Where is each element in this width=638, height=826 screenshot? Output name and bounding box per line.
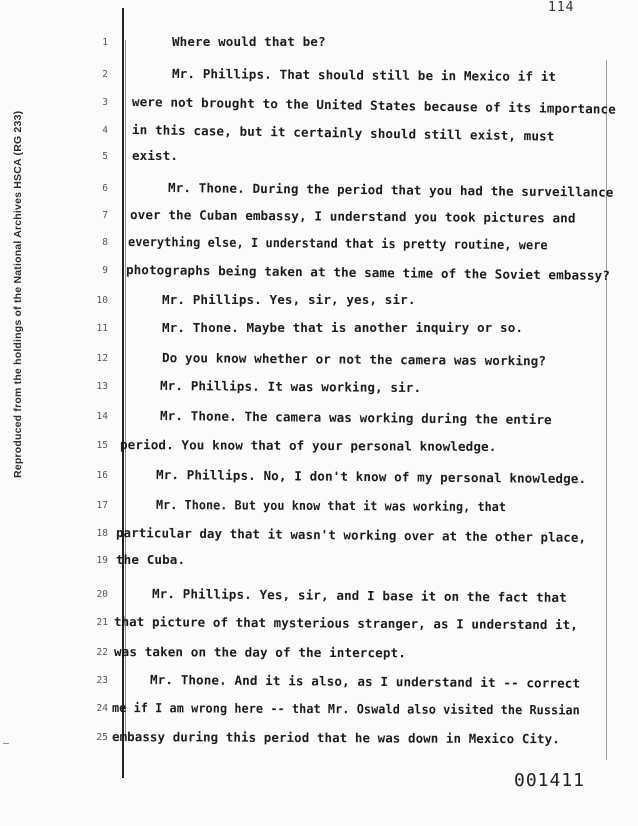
transcript-line [0,586,638,606]
line-text: photographs being taken at the same time of the Soviet embassy? [125,262,611,283]
line-text: Mr. Phillips. No, I don't know of my personal knowledge. [155,467,587,487]
line-number: 15 [96,440,108,451]
line-number: 18 [96,528,108,539]
line-number: 24 [96,703,108,714]
line-text: Where would that be? [172,34,326,49]
transcript-line [0,66,638,86]
transcript-line [0,497,638,517]
line-text: exist. [132,148,179,163]
archive-side-note: Reproduced from the holdings of the National Archives HSCA (RG 233) [12,110,24,478]
margin-tick-mark: — [3,738,10,749]
transcript-line [0,672,638,692]
line-text: Mr. Phillips. That should still be in Mexico if it [171,66,557,85]
transcript-line [0,644,638,664]
line-text: me if I am wrong here -- that Mr. Oswald also visited the Russian [111,700,580,718]
transcript-line [0,378,638,398]
line-text: Mr. Phillips. Yes, sir, and I base it on the fact that [151,586,567,605]
transcript-line [0,34,638,54]
transcript-line [0,525,638,545]
transcript-line [0,148,638,168]
line-text: Mr. Phillips. Yes, sir, yes, sir. [162,292,416,307]
line-number: 8 [102,237,108,248]
transcript-line [0,729,638,749]
line-text: that picture of that mysterious stranger, as I understand it, [113,614,578,633]
transcript-line [0,408,638,428]
line-number: 14 [96,411,108,422]
line-number: 11 [96,323,108,334]
transcript-line [0,234,638,254]
line-text: the Cuba. [116,552,186,567]
line-number: 3 [102,97,108,108]
line-text: in this case, but it certainly should still exist, must [131,122,555,144]
line-text: Mr. Thone. But you know that it was working, that [155,497,507,515]
line-text: Mr. Thone. The camera was working during the entire [159,408,552,428]
line-number: 2 [102,69,108,80]
transcript-line [0,292,638,312]
transcript-line [0,467,638,487]
line-text: Mr. Thone. And it is also, as I understand it -- correct [149,672,581,691]
transcript-line [0,700,638,720]
line-number: 16 [96,470,108,481]
line-number: 1 [102,37,108,48]
line-text: Mr. Thone. During the period that you had the surveillance [167,180,614,200]
transcript-line [0,94,638,117]
line-text: over the Cuban embassy, I understand you took pictures and [129,207,576,226]
line-number: 20 [96,589,108,600]
line-number: 7 [102,210,108,221]
line-number: 19 [96,555,108,566]
line-number: 9 [102,265,108,276]
line-text: was taken on the day of the intercept. [113,644,406,661]
line-number: 23 [96,675,108,686]
page-number: 114 [548,0,575,15]
document-stamp-number: 001411 [514,770,586,791]
transcript-line [0,614,638,634]
transcript-line [0,320,638,340]
line-number: 12 [96,353,108,364]
transcript-line [0,122,638,142]
line-text: period. You know that of your personal knowledge. [119,437,497,454]
line-text: everything else, I understand that is pretty routine, were [127,234,548,253]
line-number: 6 [102,183,108,194]
line-number: 5 [102,151,108,162]
line-number: 21 [96,617,108,628]
transcript-line [0,437,638,457]
line-number: 17 [96,500,108,511]
transcript-line [0,180,638,200]
transcript-line [0,350,638,370]
line-number: 22 [96,647,108,658]
line-number: 13 [96,381,108,392]
line-number: 4 [102,125,108,136]
line-text: Mr. Thone. Maybe that is another inquiry or so. [162,320,524,335]
line-text: Do you know whether or not the camera was working? [161,350,547,369]
line-text: were not brought to the United States because of its importance [131,94,617,117]
transcript-line [0,207,638,227]
transcript-line [0,552,638,572]
transcript-line [0,262,638,282]
line-text: particular day that it wasn't working over at the other place, [115,525,587,545]
line-text: embassy during this period that he was down in Mexico City. [111,729,560,747]
line-number: 25 [96,732,108,743]
line-number: 10 [96,295,108,306]
line-text: Mr. Phillips. It was working, sir. [159,378,422,396]
